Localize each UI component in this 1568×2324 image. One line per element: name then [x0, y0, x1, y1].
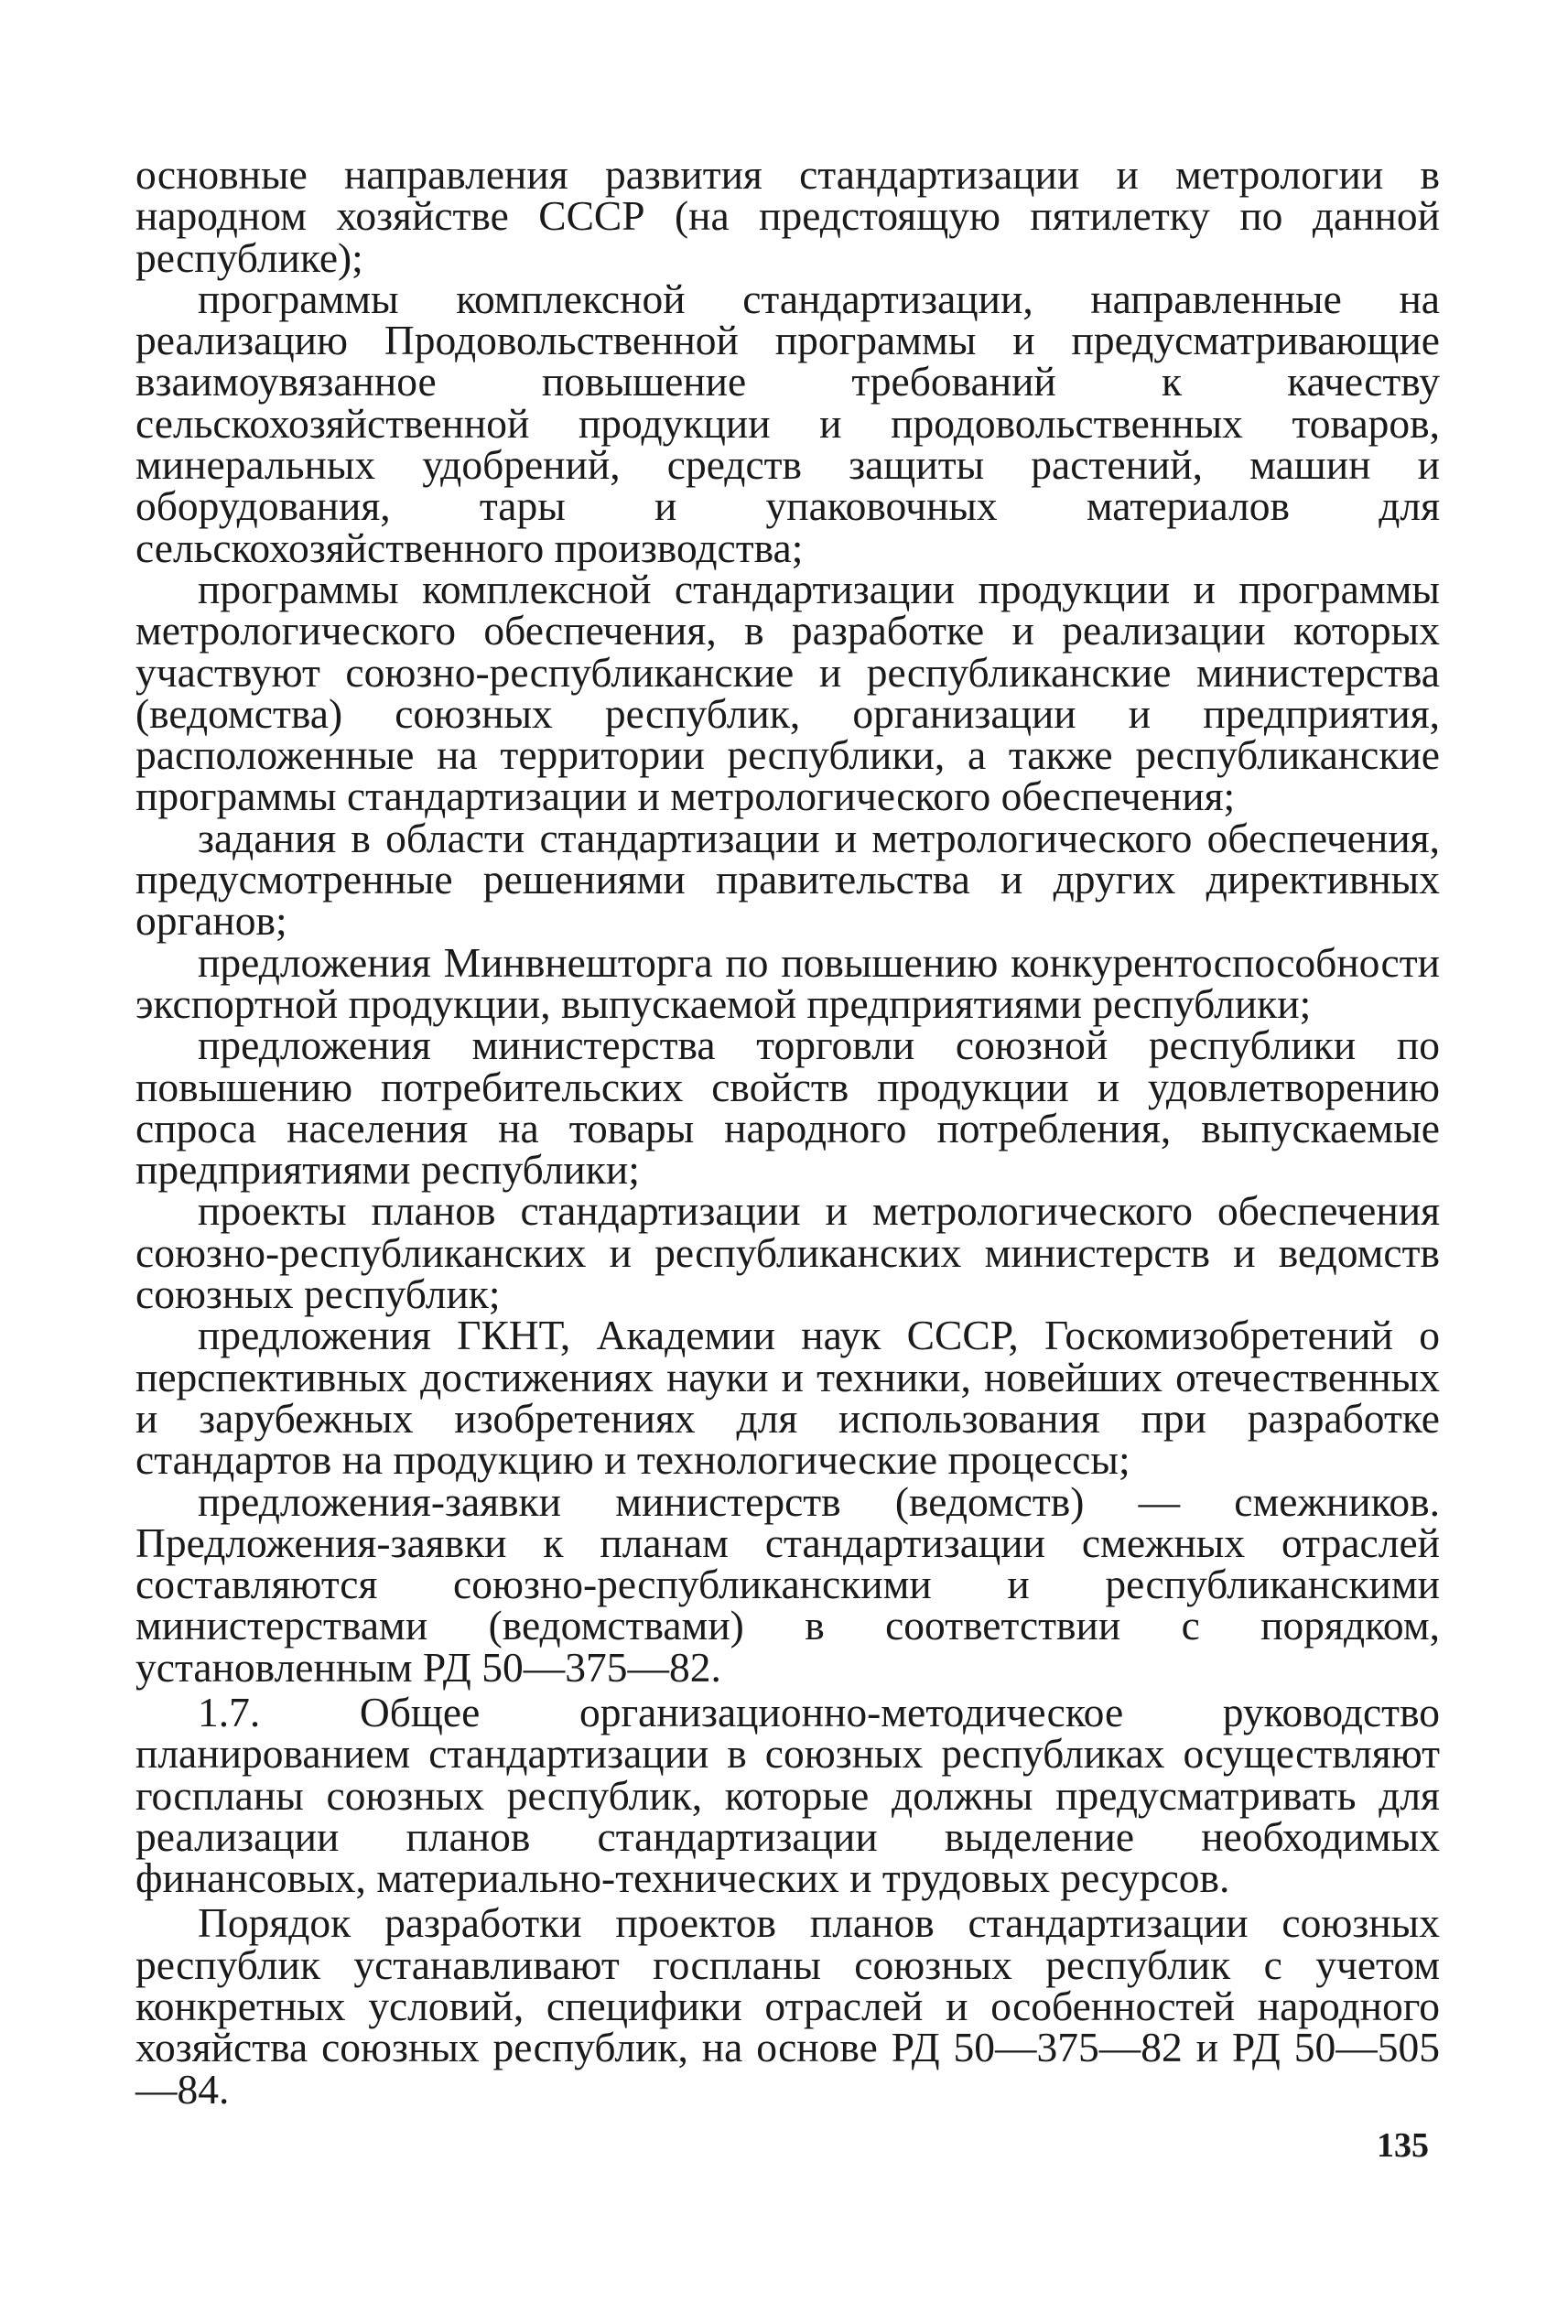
- paragraph-trade-ministry: предложения министерства торговли союзной республики по повышению потребительских свойств продукции и удовлетворению спроса населения на товары народного потребления, выпускаемые предприятиями республики;: [135, 1021, 1440, 1194]
- paragraph-draft-plans: проекты планов стандартизации и метрологического обеспечения союзно-республиканских и республиканских министерств и ведомств союзных республик;: [135, 1187, 1440, 1318]
- paragraph-gknt: предложения ГКНТ, Академии наук СССР, Госкомизобретений о перспективных достижениях науки и техники, новейших отечественных и зарубежных изобретениях для использования при разработке стандартов на продукцию и технологические процессы;: [135, 1312, 1440, 1484]
- paragraph-complex-programs: программы комплексной стандартизации продукции и программы метрологического обеспечения, в разработке и реализации которых участвуют союзно-республиканские и республиканские министерства (ведомства) союзных республик, организации и предприятия, расположенные на территории республики, а также республиканские программы стандартизации и метрологического обеспечения;: [135, 565, 1440, 820]
- paragraph-tasks: задания в области стандартизации и метрологического обеспечения, предусмотренные решениями правительства и других директивных органов;: [135, 814, 1440, 945]
- paragraph-section-1-7: 1.7. Общее организационно-методическое руководство планированием стандартизации в союзных республиках осуществляют госпланы союзных республик, которые должны предусматривать для реализации планов стандартизации выделение необходимых финансовых, материально-технических и трудовых ресурсов.: [135, 1688, 1440, 1902]
- paragraph-food-program: программы комплексной стандартизации, направленные на реализацию Продовольственной программы и предусматривающие взаимоувязанное повышение требований к качеству сельскохозяйственной продукции и продовольственных товаров, минеральных удобрений, средств защиты растений, машин и оборудования, тары и упаковочных материалов для сельскохозяйственного производства;: [135, 275, 1440, 571]
- paragraph-procedure: Порядок разработки проектов планов стандартизации союзных республик устанавливают госпланы союзных республик с учетом конкретных условий, специфики отраслей и особенностей народного хозяйства союзных республик, на основе РД 50—375—82 и РД 50—505—84.: [135, 1899, 1440, 2113]
- paragraph-main-directions: основные направления развития стандартизации и метрологии в народном хозяйстве СССР (на предстоящую пятилетку по данной республике);: [135, 151, 1440, 281]
- page-number: 135: [1377, 2126, 1429, 2165]
- paragraph-minvneshtorg: предложения Минвнешторга по повышению конкурентоспособности экспортной продукции, выпускаемой предприятиями республики;: [135, 938, 1440, 1027]
- page-body: [135, 151, 1440, 2113]
- paragraph-requests: предложения-заявки министерств (ведомств) — смежников. Предложения-заявки к планам стандартизации смежных отраслей составляются союзно-республиканскими и республиканскими министерствами (ведомствами) в соответствии с порядком, установленным РД 50—375—82.: [135, 1477, 1440, 1691]
